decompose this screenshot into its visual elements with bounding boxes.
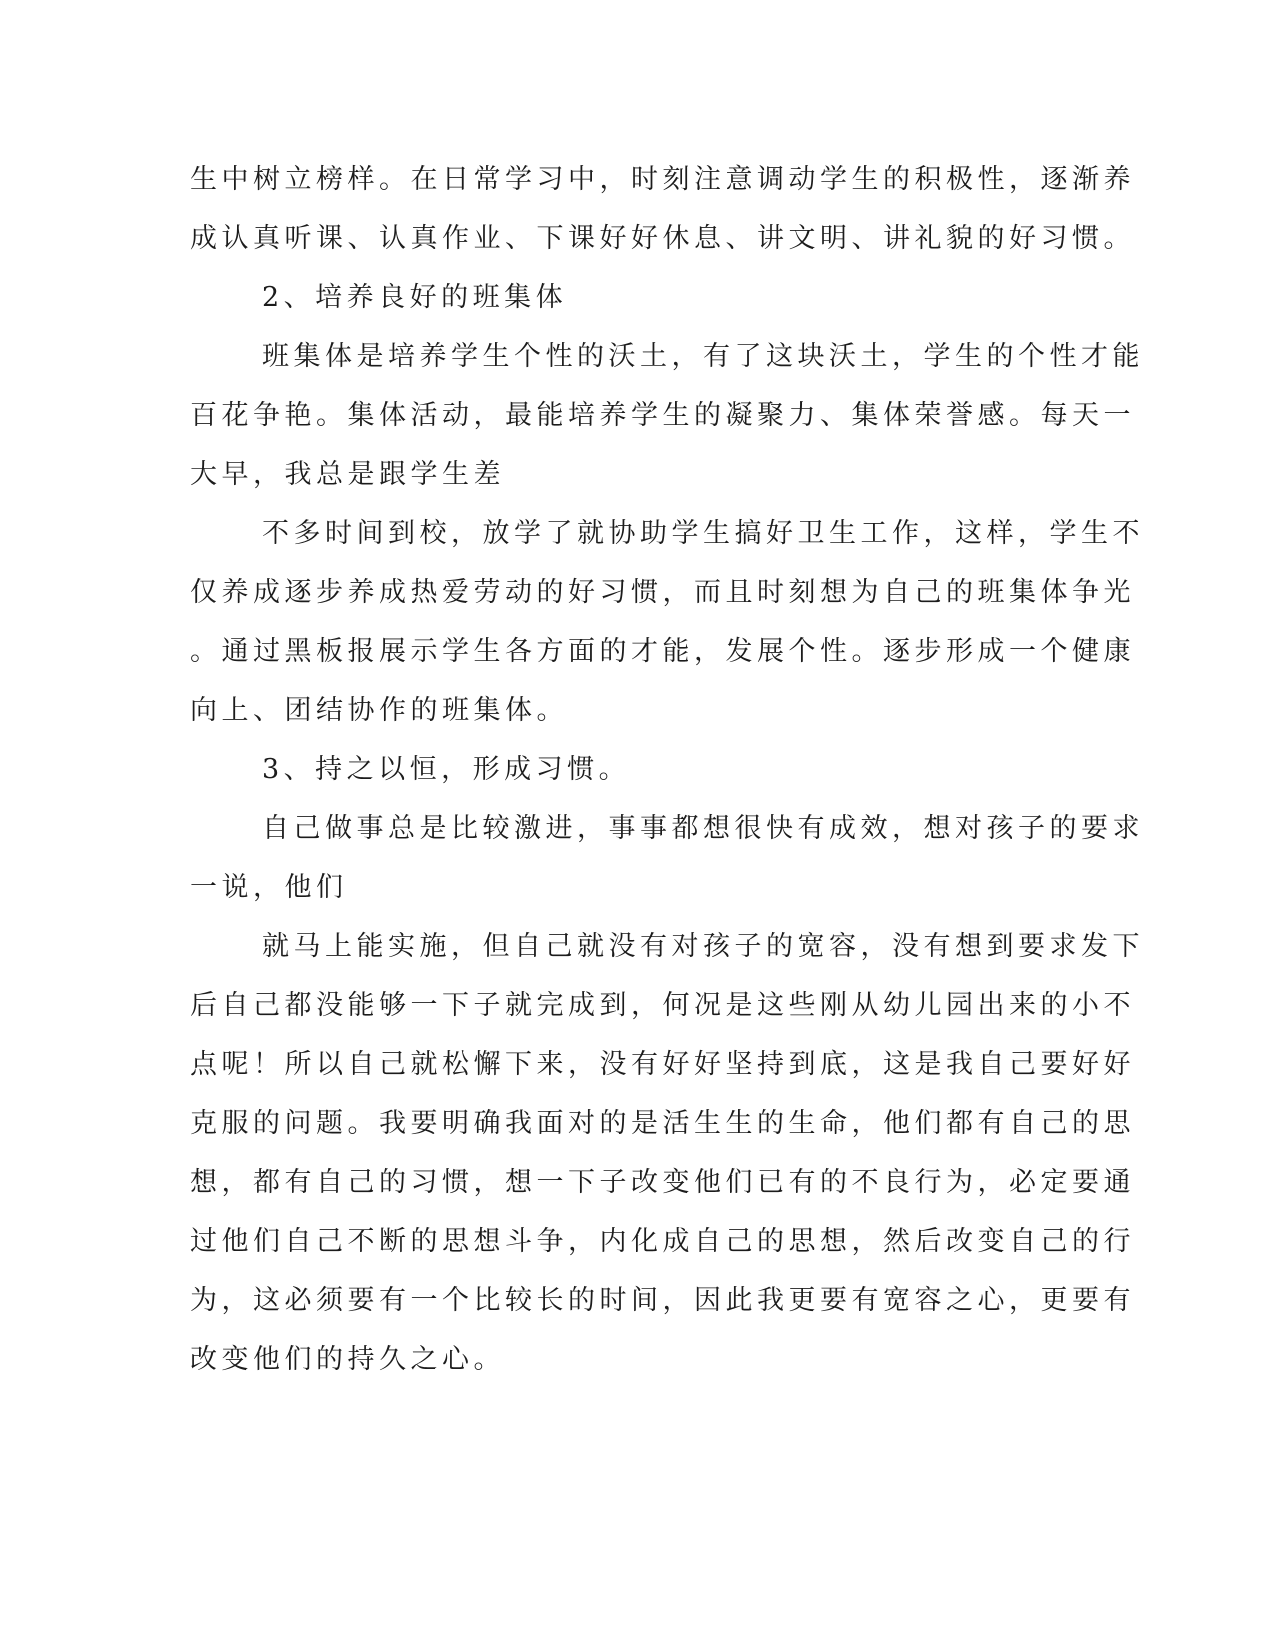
section-heading: 2、培养良好的班集体 bbox=[262, 282, 568, 313]
paragraph-start-line: 就马上能实施，但自己就没有对孩子的宽容，没有想到要求发下 bbox=[262, 931, 1144, 962]
body-text-line: 过他们自己不断的思想斗争，内化成自己的思想，然后改变自己的行 bbox=[190, 1226, 1135, 1257]
body-text-line: 生中树立榜样。在日常学习中，时刻注意调动学生的积极性，逐渐养 bbox=[190, 164, 1135, 195]
body-text-line: 为，这必须要有一个比较长的时间，因此我更要有宽容之心，更要有 bbox=[190, 1285, 1135, 1316]
body-text-line: 。通过黑板报展示学生各方面的才能，发展个性。逐步形成一个健康 bbox=[190, 636, 1135, 667]
body-text-line: 点呢！所以自己就松懈下来，没有好好坚持到底，这是我自己要好好 bbox=[190, 1049, 1135, 1080]
paragraph-start-line: 班集体是培养学生个性的沃土，有了这块沃土，学生的个性才能 bbox=[262, 341, 1144, 372]
body-text-line: 仅养成逐步养成热爱劳动的好习惯，而且时刻想为自己的班集体争光 bbox=[190, 577, 1135, 608]
paragraph-start-line: 不多时间到校，放学了就协助学生搞好卫生工作，这样，学生不 bbox=[262, 518, 1144, 549]
body-text-line: 克服的问题。我要明确我面对的是活生生的生命，他们都有自己的思 bbox=[190, 1108, 1135, 1139]
section-heading: 3、持之以恒，形成习惯。 bbox=[262, 754, 631, 785]
body-text-line: 向上、团结协作的班集体。 bbox=[190, 695, 568, 726]
body-text-line: 后自己都没能够一下子就完成到，何况是这些刚从幼儿园出来的小不 bbox=[190, 990, 1135, 1021]
body-text-line: 想，都有自己的习惯，想一下子改变他们已有的不良行为，必定要通 bbox=[190, 1167, 1135, 1198]
body-text-line: 改变他们的持久之心。 bbox=[190, 1344, 505, 1375]
body-text-line: 成认真听课、认真作业、下课好好休息、讲文明、讲礼貌的好习惯。 bbox=[190, 223, 1135, 254]
paragraph-start-line: 自己做事总是比较激进，事事都想很快有成效，想对孩子的要求 bbox=[262, 813, 1144, 844]
body-text-line: 一说，他们 bbox=[190, 872, 348, 903]
body-text-line: 大早，我总是跟学生差 bbox=[190, 459, 505, 490]
body-text-line: 百花争艳。集体活动，最能培养学生的凝聚力、集体荣誉感。每天一 bbox=[190, 400, 1135, 431]
